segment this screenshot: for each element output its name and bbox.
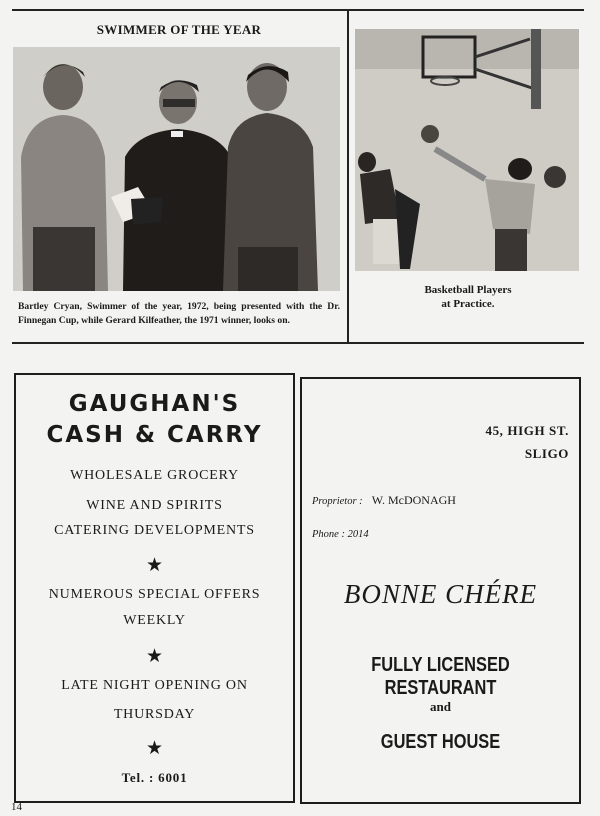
ad-title-line-2: CASH & CARRY: [46, 422, 263, 448]
top-divider: [347, 9, 349, 343]
swimmer-photo: [13, 47, 340, 291]
page-number: 14: [11, 801, 22, 813]
bonne-chere-ad: [300, 377, 581, 804]
and-text: and: [430, 699, 451, 714]
proprietor-name: W. McDONAGH: [371, 493, 456, 507]
star-icon: ★: [145, 554, 164, 576]
ad-title-line-1: GAUGHAN'S: [68, 391, 241, 417]
address-line-1: 45, HIGH ST.: [485, 423, 569, 438]
proprietor: [312, 489, 456, 508]
ad-item-2: WINE AND SPIRITS: [86, 498, 223, 513]
fully-licensed: FULLY LICENSED RESTAURANT: [371, 654, 510, 699]
telephone: Tel. : 6001: [121, 770, 188, 785]
proprietor-label: Proprietor :: [312, 496, 363, 507]
gaughans-ad: [14, 373, 295, 803]
ad-item-3: CATERING DEVELOPMENTS: [54, 523, 255, 538]
star-icon: ★: [145, 645, 164, 667]
caption-line-2: at Practice.: [441, 298, 495, 310]
late-line-2: THURSDAY: [113, 707, 196, 722]
offer-line-1: NUMEROUS SPECIAL OFFERS: [48, 587, 261, 602]
late-line-1: LATE NIGHT OPENING ON: [61, 678, 248, 693]
basketball-caption: [355, 283, 581, 311]
caption-line-1: Basketball Players: [424, 284, 512, 296]
guest-house: GUEST HOUSE: [380, 731, 501, 753]
top-rule: [12, 9, 584, 11]
photo-title: SWIMMER OF THE YEAR: [96, 22, 262, 37]
basketball-photo: [355, 29, 579, 271]
middle-rule: [12, 342, 584, 344]
photo-caption: Bartley Cryan, Swimmer of the year, 1972, being presented with the Dr. Finnegan Cup, while Gerard Kilfeather, the 1971 winner, looks on.: [18, 301, 340, 326]
address-line-2: SLIGO: [524, 446, 569, 461]
phone: Phone : 2014: [312, 529, 369, 540]
offer-line-2: WEEKLY: [123, 613, 186, 628]
star-icon: ★: [145, 737, 164, 759]
restaurant-name: BONNE CHÉRE: [343, 579, 538, 609]
ad-item-1: WHOLESALE GROCERY: [70, 468, 239, 483]
